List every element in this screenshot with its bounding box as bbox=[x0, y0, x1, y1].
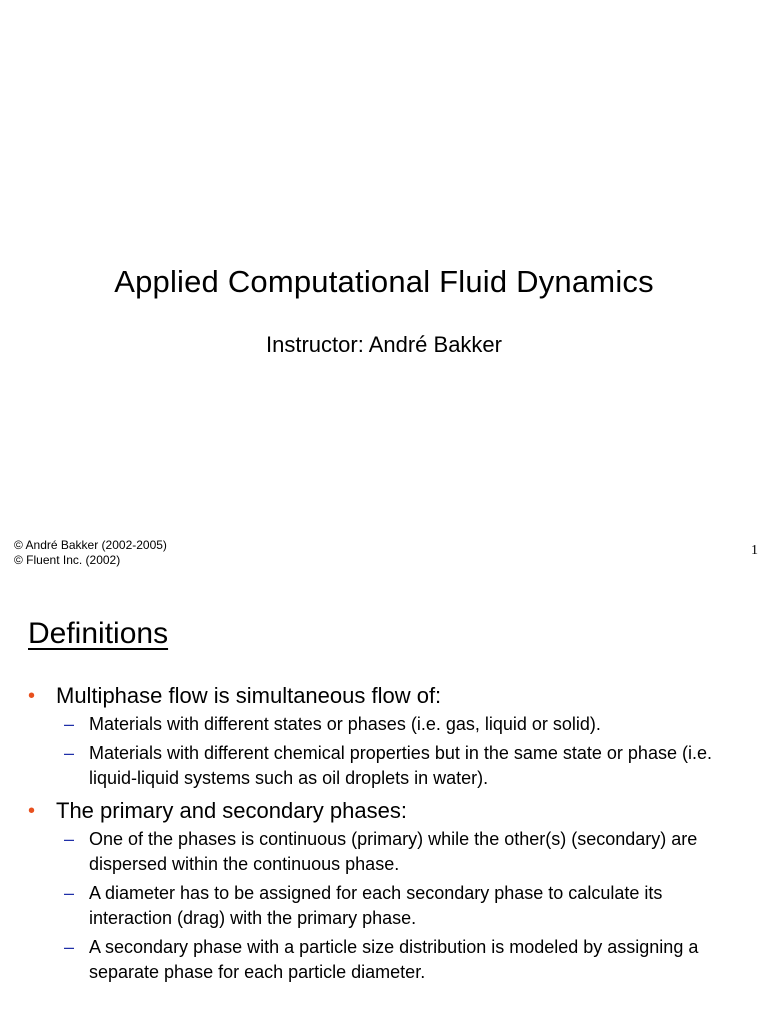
instructor-subtitle: Instructor: André Bakker bbox=[266, 332, 502, 357]
sub-bullet-item bbox=[56, 881, 768, 931]
dash-icon: – bbox=[64, 743, 75, 763]
sub-bullet-item bbox=[56, 935, 768, 985]
bullet-item bbox=[0, 682, 768, 791]
sub-bullet-list bbox=[56, 712, 768, 791]
sub-bullet-list bbox=[56, 827, 768, 985]
copyright-line-bakker: © André Bakker (2002-2005) bbox=[14, 538, 167, 552]
definitions-slide bbox=[0, 590, 768, 1024]
dash-icon: – bbox=[64, 714, 75, 734]
sub-bullet-text: Materials with different states or phases (i.e. gas, liquid or solid). bbox=[89, 714, 601, 734]
slide-title: Applied Computational Fluid Dynamics bbox=[114, 264, 654, 299]
sub-bullet-item bbox=[56, 741, 768, 791]
slide-heading: Definitions bbox=[28, 617, 169, 650]
bullet-item bbox=[0, 797, 768, 985]
copyright-line-fluent: © Fluent Inc. (2002) bbox=[14, 553, 121, 567]
bullet-dot-icon: • bbox=[28, 685, 36, 707]
bullet-list bbox=[0, 682, 768, 991]
sub-bullet-text: One of the phases is continuous (primary) while the other(s) (secondary) are dispersed within the continuous phase. bbox=[89, 829, 698, 874]
bullet-text: The primary and secondary phases: bbox=[56, 798, 407, 823]
sub-bullet-text: A secondary phase with a particle size distribution is modeled by assigning a separate phase for each particle diameter. bbox=[89, 937, 699, 982]
copyright-notice bbox=[14, 538, 167, 568]
bullet-text: Multiphase flow is simultaneous flow of: bbox=[56, 683, 442, 708]
dash-icon: – bbox=[64, 937, 75, 957]
dash-icon: – bbox=[64, 883, 75, 903]
dash-icon: – bbox=[64, 829, 75, 849]
sub-bullet-text: A diameter has to be assigned for each secondary phase to calculate its interaction (drag) with the primary phase. bbox=[89, 883, 663, 928]
sub-bullet-item bbox=[56, 827, 768, 877]
bullet-dot-icon: • bbox=[28, 800, 36, 822]
sub-bullet-text: Materials with different chemical properties but in the same state or phase (i.e. liquid-liquid systems such as oil droplets in water). bbox=[89, 743, 712, 788]
slide-number: 1 bbox=[751, 543, 758, 558]
sub-bullet-item bbox=[56, 712, 768, 737]
